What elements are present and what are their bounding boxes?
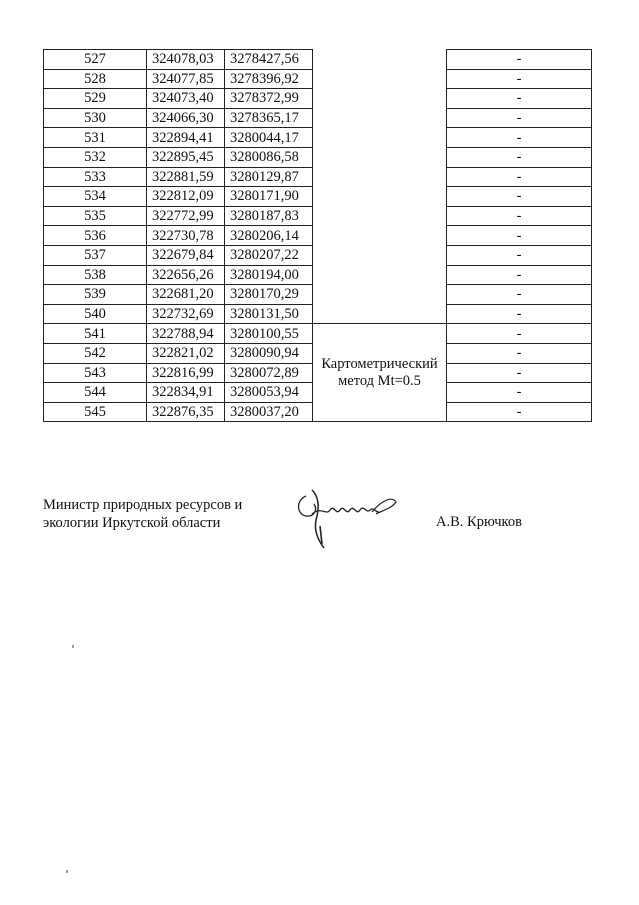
point-number-cell: 542: [44, 343, 147, 363]
x-coordinate-cell: 322681,20: [147, 285, 225, 305]
empty-method-cell: [313, 69, 447, 89]
dash-cell: -: [447, 108, 592, 128]
method-cell: Картометрический метод Mt=0.5: [313, 324, 447, 422]
x-coordinate-cell: 322732,69: [147, 304, 225, 324]
y-coordinate-cell: 3280131,50: [225, 304, 313, 324]
dash-cell: -: [447, 285, 592, 305]
signatory-name: А.В. Крючков: [436, 514, 522, 530]
x-coordinate-cell: 324073,40: [147, 89, 225, 109]
dash-cell: -: [447, 50, 592, 70]
y-coordinate-cell: 3280171,90: [225, 187, 313, 207]
scan-speck: [66, 870, 68, 873]
dash-cell: -: [447, 402, 592, 422]
point-number-cell: 534: [44, 187, 147, 207]
point-number-cell: 540: [44, 304, 147, 324]
point-number-cell: 537: [44, 245, 147, 265]
point-number-cell: 531: [44, 128, 147, 148]
table-row: [44, 285, 592, 305]
dash-cell: -: [447, 265, 592, 285]
dash-cell: -: [447, 69, 592, 89]
empty-method-cell: [313, 226, 447, 246]
x-coordinate-cell: 322812,09: [147, 187, 225, 207]
y-coordinate-cell: 3280037,20: [225, 402, 313, 422]
dash-cell: -: [447, 363, 592, 383]
dash-cell: -: [447, 187, 592, 207]
y-coordinate-cell: 3280170,29: [225, 285, 313, 305]
signatory-title-line-1: Министр природных ресурсов и: [43, 497, 243, 513]
dash-cell: -: [447, 147, 592, 167]
empty-method-cell: [313, 50, 447, 70]
table-row: [44, 206, 592, 226]
point-number-cell: 533: [44, 167, 147, 187]
point-number-cell: 539: [44, 285, 147, 305]
y-coordinate-cell: 3278396,92: [225, 69, 313, 89]
point-number-cell: 529: [44, 89, 147, 109]
point-number-cell: 543: [44, 363, 147, 383]
dash-cell: -: [447, 245, 592, 265]
x-coordinate-cell: 324077,85: [147, 69, 225, 89]
handwritten-signature: [292, 486, 402, 556]
empty-method-cell: [313, 245, 447, 265]
empty-method-cell: [313, 147, 447, 167]
y-coordinate-cell: 3280187,83: [225, 206, 313, 226]
y-coordinate-cell: 3280086,58: [225, 147, 313, 167]
x-coordinate-cell: 322834,91: [147, 383, 225, 403]
point-number-cell: 544: [44, 383, 147, 403]
dash-cell: -: [447, 167, 592, 187]
signatory-title-line-2: экологии Иркутской области: [43, 515, 221, 531]
point-number-cell: 538: [44, 265, 147, 285]
dash-cell: -: [447, 89, 592, 109]
x-coordinate-cell: 322816,99: [147, 363, 225, 383]
empty-method-cell: [313, 265, 447, 285]
x-coordinate-cell: 322821,02: [147, 343, 225, 363]
y-coordinate-cell: 3280053,94: [225, 383, 313, 403]
empty-method-cell: [313, 285, 447, 305]
point-number-cell: 528: [44, 69, 147, 89]
x-coordinate-cell: 322656,26: [147, 265, 225, 285]
point-number-cell: 545: [44, 402, 147, 422]
dash-cell: -: [447, 206, 592, 226]
x-coordinate-cell: 322679,84: [147, 245, 225, 265]
empty-method-cell: [313, 108, 447, 128]
table-row: [44, 128, 592, 148]
point-number-cell: 527: [44, 50, 147, 70]
table-row: [44, 265, 592, 285]
x-coordinate-cell: 324078,03: [147, 50, 225, 70]
table-row: [44, 187, 592, 207]
x-coordinate-cell: 322881,59: [147, 167, 225, 187]
empty-method-cell: [313, 206, 447, 226]
x-coordinate-cell: 322772,99: [147, 206, 225, 226]
table-row: [44, 226, 592, 246]
y-coordinate-cell: 3280129,87: [225, 167, 313, 187]
point-number-cell: 532: [44, 147, 147, 167]
table-row: [44, 108, 592, 128]
dash-cell: -: [447, 226, 592, 246]
y-coordinate-cell: 3280206,14: [225, 226, 313, 246]
table-row: [44, 167, 592, 187]
empty-method-cell: [313, 89, 447, 109]
empty-method-cell: [313, 187, 447, 207]
empty-method-cell: [313, 128, 447, 148]
dash-cell: -: [447, 324, 592, 344]
y-coordinate-cell: 3280100,55: [225, 324, 313, 344]
y-coordinate-cell: 3278365,17: [225, 108, 313, 128]
y-coordinate-cell: 3280072,89: [225, 363, 313, 383]
x-coordinate-cell: 324066,30: [147, 108, 225, 128]
y-coordinate-cell: 3280207,22: [225, 245, 313, 265]
x-coordinate-cell: 322788,94: [147, 324, 225, 344]
table-row: [44, 50, 592, 70]
point-number-cell: 535: [44, 206, 147, 226]
point-number-cell: 530: [44, 108, 147, 128]
table-row: [44, 245, 592, 265]
point-number-cell: 541: [44, 324, 147, 344]
x-coordinate-cell: 322876,35: [147, 402, 225, 422]
x-coordinate-cell: 322894,41: [147, 128, 225, 148]
scan-speck: [72, 645, 74, 648]
empty-method-cell: [313, 167, 447, 187]
table-row: [44, 324, 592, 344]
table-row: [44, 89, 592, 109]
signatory-title: [43, 496, 242, 532]
dash-cell: -: [447, 304, 592, 324]
y-coordinate-cell: 3278427,56: [225, 50, 313, 70]
point-number-cell: 536: [44, 226, 147, 246]
empty-method-cell: [313, 304, 447, 324]
table-row: [44, 304, 592, 324]
y-coordinate-cell: 3278372,99: [225, 89, 313, 109]
y-coordinate-cell: 3280090,94: [225, 343, 313, 363]
x-coordinate-cell: 322895,45: [147, 147, 225, 167]
y-coordinate-cell: 3280194,00: [225, 265, 313, 285]
dash-cell: -: [447, 128, 592, 148]
coordinates-table: [43, 49, 592, 422]
x-coordinate-cell: 322730,78: [147, 226, 225, 246]
table-row: [44, 69, 592, 89]
dash-cell: -: [447, 343, 592, 363]
table-row: [44, 147, 592, 167]
y-coordinate-cell: 3280044,17: [225, 128, 313, 148]
dash-cell: -: [447, 383, 592, 403]
